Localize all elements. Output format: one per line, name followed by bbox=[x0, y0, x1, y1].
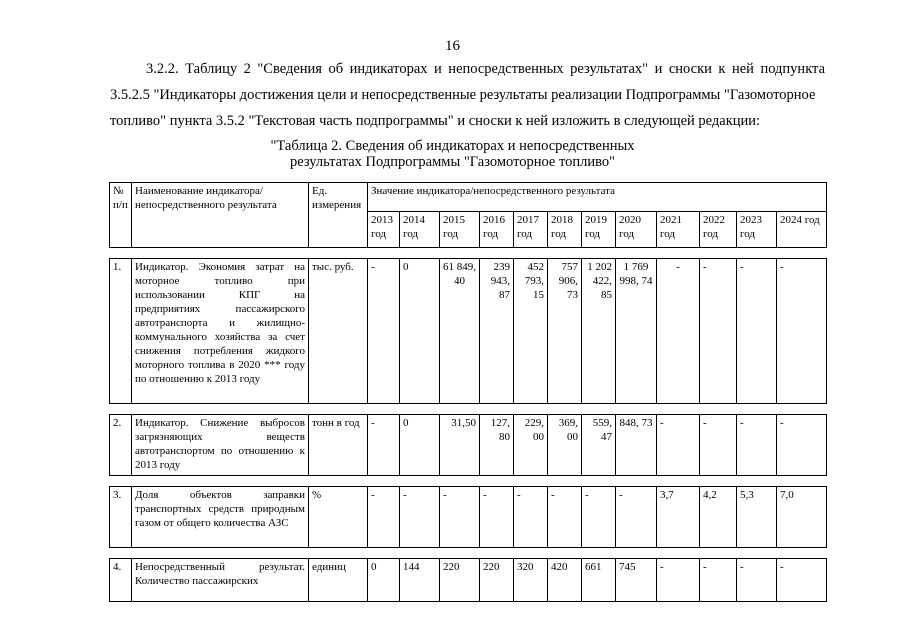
row-value: 745 bbox=[616, 559, 657, 602]
row-value: 320 bbox=[514, 559, 548, 602]
row-value: - bbox=[480, 487, 514, 548]
header-year: 2022 год bbox=[700, 212, 737, 248]
table-title-line-1: "Таблица 2. Сведения об индикаторах и непосредственных bbox=[270, 138, 635, 154]
table-row bbox=[110, 415, 827, 476]
row-unit: единиц bbox=[309, 559, 368, 602]
row-value: 61 849, 40 bbox=[440, 259, 480, 404]
row-value: - bbox=[368, 415, 400, 476]
row-value: - bbox=[737, 559, 777, 602]
intro-line-1: 3.2.2. Таблицу 2 "Сведения об индикаторах и непосредственных результатах" и сноски к ней подпункта bbox=[146, 61, 825, 77]
row-value: - bbox=[777, 415, 827, 476]
intro-paragraph-end bbox=[110, 108, 825, 134]
row-value: - bbox=[548, 487, 582, 548]
row-value: 757 906, 73 bbox=[548, 259, 582, 404]
row-value: 0 bbox=[368, 559, 400, 602]
row-spacer bbox=[110, 476, 827, 487]
header-year: 2019 год bbox=[582, 212, 616, 248]
row-value: 31,50 bbox=[440, 415, 480, 476]
row-value: 420 bbox=[548, 559, 582, 602]
row-value: 452 793, 15 bbox=[514, 259, 548, 404]
row-spacer bbox=[110, 548, 827, 559]
table-row bbox=[110, 487, 827, 548]
row-value: - bbox=[737, 415, 777, 476]
row-value: 661 bbox=[582, 559, 616, 602]
table-row bbox=[110, 559, 827, 602]
intro-line-3: топливо" пункта 3.5.2 "Текстовая часть подпрограммы" и сноски к ней изложить в следующей редакции: bbox=[110, 113, 761, 129]
row-value: - bbox=[657, 259, 700, 404]
row-value: - bbox=[616, 487, 657, 548]
row-value: - bbox=[368, 259, 400, 404]
row-num: 2. bbox=[110, 415, 132, 476]
row-value: - bbox=[400, 487, 440, 548]
row-spacer bbox=[110, 404, 827, 415]
row-num: 1. bbox=[110, 259, 132, 404]
row-name: Индикатор. Экономия затрат на моторное топливо при использовании КПГ на предприятиях пассажирского автотранспорта и жилищно-коммунального хозяйства за счет снижения потребления жидкого моторного топлива в 2020 *** году по отношению к 2013 году bbox=[132, 259, 309, 404]
header-unit: Ед. измерения bbox=[309, 183, 368, 248]
header-year: 2013 год bbox=[368, 212, 400, 248]
row-value: - bbox=[582, 487, 616, 548]
intro-paragraph bbox=[110, 56, 825, 82]
table-row bbox=[110, 259, 827, 404]
row-value: 7,0 bbox=[777, 487, 827, 548]
row-unit: тыс. руб. bbox=[309, 259, 368, 404]
page-number: 16 bbox=[445, 38, 460, 54]
row-value: 144 bbox=[400, 559, 440, 602]
header-year: 2018 год bbox=[548, 212, 582, 248]
row-value: - bbox=[777, 559, 827, 602]
row-value: 0 bbox=[400, 415, 440, 476]
header-year: 2014 год bbox=[400, 212, 440, 248]
row-spacer bbox=[110, 248, 827, 259]
indicators-table bbox=[109, 182, 827, 602]
header-year: 2021 год bbox=[657, 212, 700, 248]
row-num: 3. bbox=[110, 487, 132, 548]
row-value: - bbox=[368, 487, 400, 548]
row-unit: % bbox=[309, 487, 368, 548]
row-value: 220 bbox=[480, 559, 514, 602]
header-name: Наименование индикатора/непосредственного результата bbox=[132, 183, 309, 248]
row-value: 127, 80 bbox=[480, 415, 514, 476]
table-title-line-2: результатах Подпрограммы "Газомоторное топливо" bbox=[289, 154, 616, 170]
header-year: 2015 год bbox=[440, 212, 480, 248]
row-name: Доля объектов заправки транспортных средств природным газом от общего количества АЗС bbox=[132, 487, 309, 548]
row-value: - bbox=[440, 487, 480, 548]
row-value: - bbox=[514, 487, 548, 548]
header-year: 2020 год bbox=[616, 212, 657, 248]
row-value: - bbox=[657, 559, 700, 602]
row-value: 1 202 422, 85 bbox=[582, 259, 616, 404]
row-value: 220 bbox=[440, 559, 480, 602]
row-value: - bbox=[700, 259, 737, 404]
intro-paragraph-cont bbox=[110, 82, 825, 108]
row-value: - bbox=[737, 259, 777, 404]
intro-line-2: 3.5.2.5 "Индикаторы достижения цели и непосредственные результаты реализации Подпрограммы "Газомоторное bbox=[110, 87, 816, 103]
row-value: - bbox=[777, 259, 827, 404]
row-value: 3,7 bbox=[657, 487, 700, 548]
row-value: 369, 00 bbox=[548, 415, 582, 476]
row-name: Непосредственный результат. Количество пассажирских bbox=[132, 559, 309, 602]
row-value: 239 943, 87 bbox=[480, 259, 514, 404]
row-value: 229, 00 bbox=[514, 415, 548, 476]
header-value-group: Значение индикатора/непосредственного результата bbox=[368, 183, 827, 212]
row-value: 4,2 bbox=[700, 487, 737, 548]
header-year: 2023 год bbox=[737, 212, 777, 248]
row-value: 5,3 bbox=[737, 487, 777, 548]
table-title bbox=[0, 138, 905, 170]
row-value: 1 769 998, 74 bbox=[616, 259, 657, 404]
row-value: - bbox=[700, 415, 737, 476]
row-value: - bbox=[700, 559, 737, 602]
header-year: 2024 год bbox=[777, 212, 827, 248]
row-name: Индикатор. Снижение выбросов загрязняющих веществ автотранспортом по отношению к 2013 году bbox=[132, 415, 309, 476]
row-value: - bbox=[657, 415, 700, 476]
header-year: 2017 год bbox=[514, 212, 548, 248]
row-value: 559, 47 bbox=[582, 415, 616, 476]
row-unit: тонн в год bbox=[309, 415, 368, 476]
row-num: 4. bbox=[110, 559, 132, 602]
table-header-row bbox=[110, 183, 827, 212]
row-value: 848, 73 bbox=[616, 415, 657, 476]
row-value: 0 bbox=[400, 259, 440, 404]
header-num: № п/п bbox=[110, 183, 132, 248]
header-year: 2016 год bbox=[480, 212, 514, 248]
